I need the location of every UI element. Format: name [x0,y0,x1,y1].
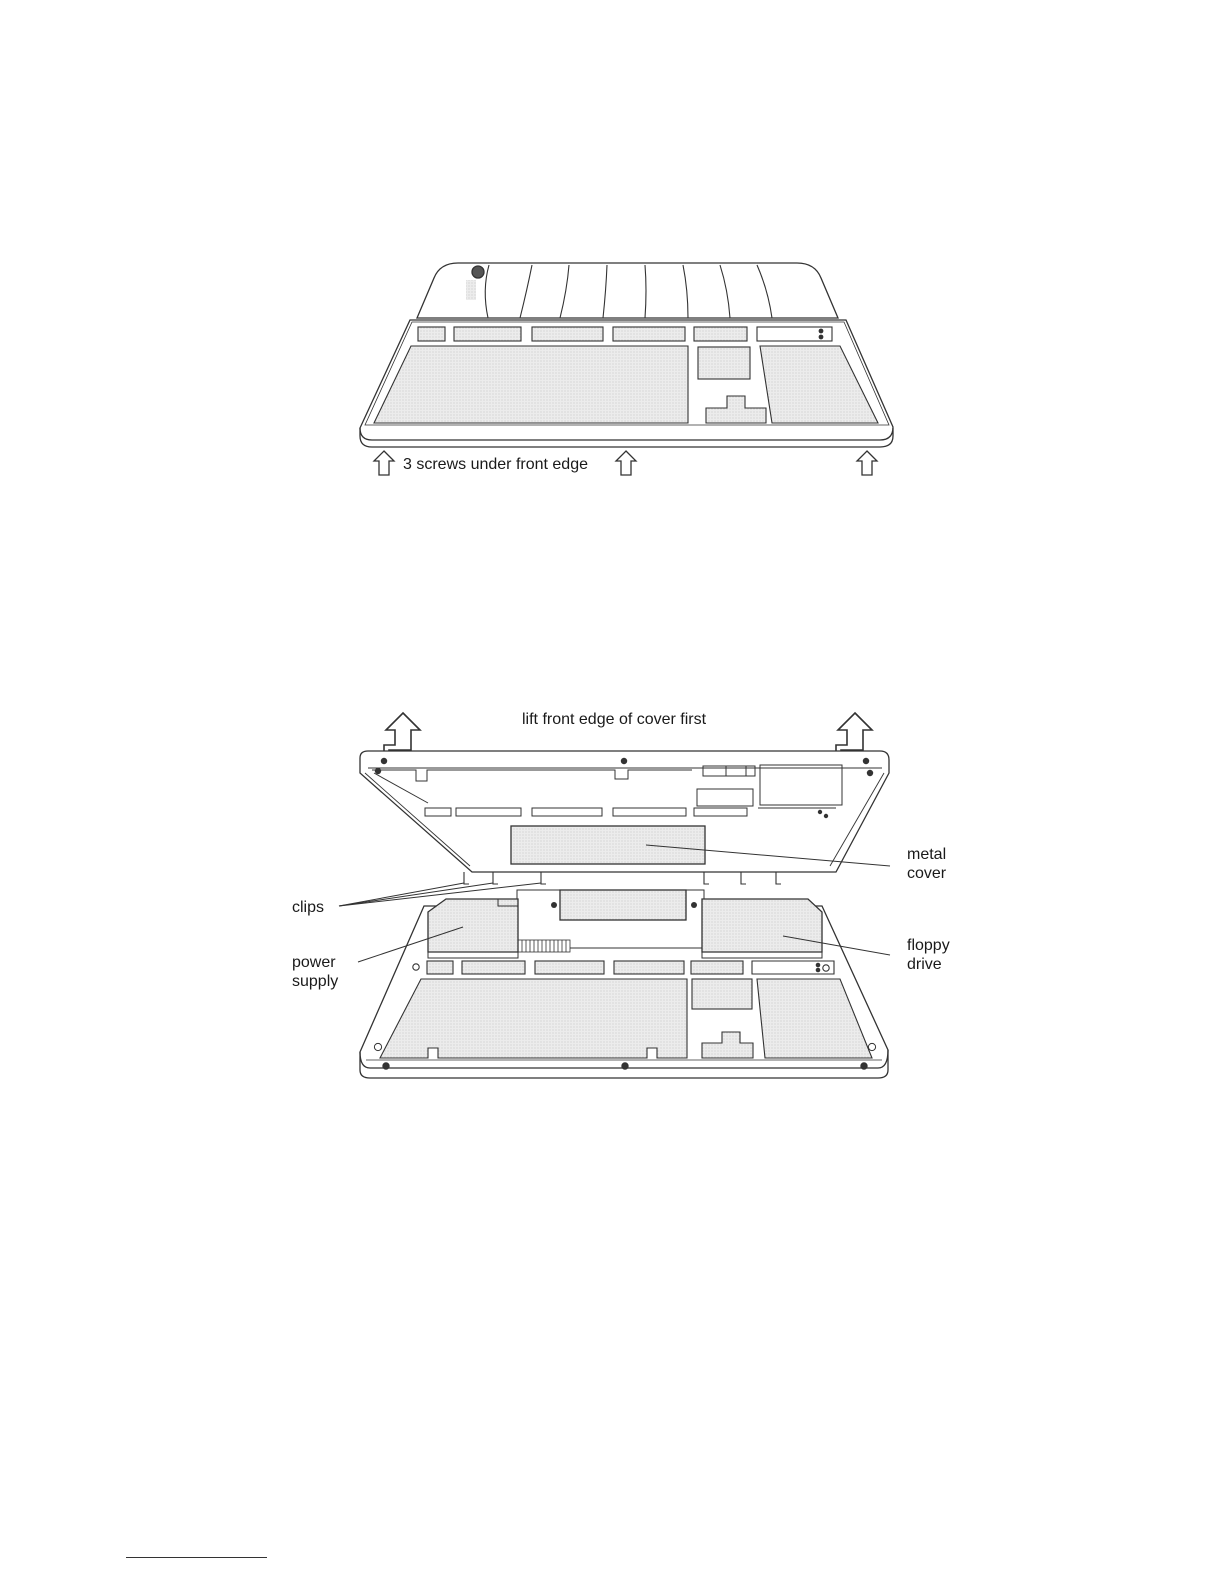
footnote-rule [126,1557,267,1558]
floppy-drive [702,899,822,952]
cursor-key-well [698,347,750,379]
up-arrow-outline-icon [857,451,877,475]
hinge-screw [472,266,484,278]
label-floppy-drive-line1: floppy [907,937,950,954]
label-power-supply [292,953,338,991]
label-floppy-drive-line2: drive [907,956,942,973]
figure1-caption: 3 screws under front edge [403,456,588,473]
hinge-label-strip [466,280,476,300]
label-metal-cover [907,845,946,883]
label-power-supply-line1: power [292,954,336,971]
figure-opened-case [360,713,889,1078]
up-arrow-outline-icon [616,451,636,475]
power-supply [428,899,518,952]
label-clips: clips [292,899,325,916]
metal-cover [511,826,705,864]
main-key-well [374,346,688,423]
function-key-wells [418,327,832,341]
figure2-caption: lift front edge of cover first [522,711,707,728]
label-floppy-drive [907,936,950,974]
figure-keyboard-top-view [360,263,893,447]
clips [464,872,781,884]
label-metal-cover-line1: metal [907,846,947,863]
up-arrow-outline-icon [374,451,394,475]
logic-board-chip [560,890,686,920]
ribbon-connector [518,940,570,952]
label-metal-cover-line2: cover [907,865,947,882]
label-power-supply-line2: supply [292,973,339,990]
